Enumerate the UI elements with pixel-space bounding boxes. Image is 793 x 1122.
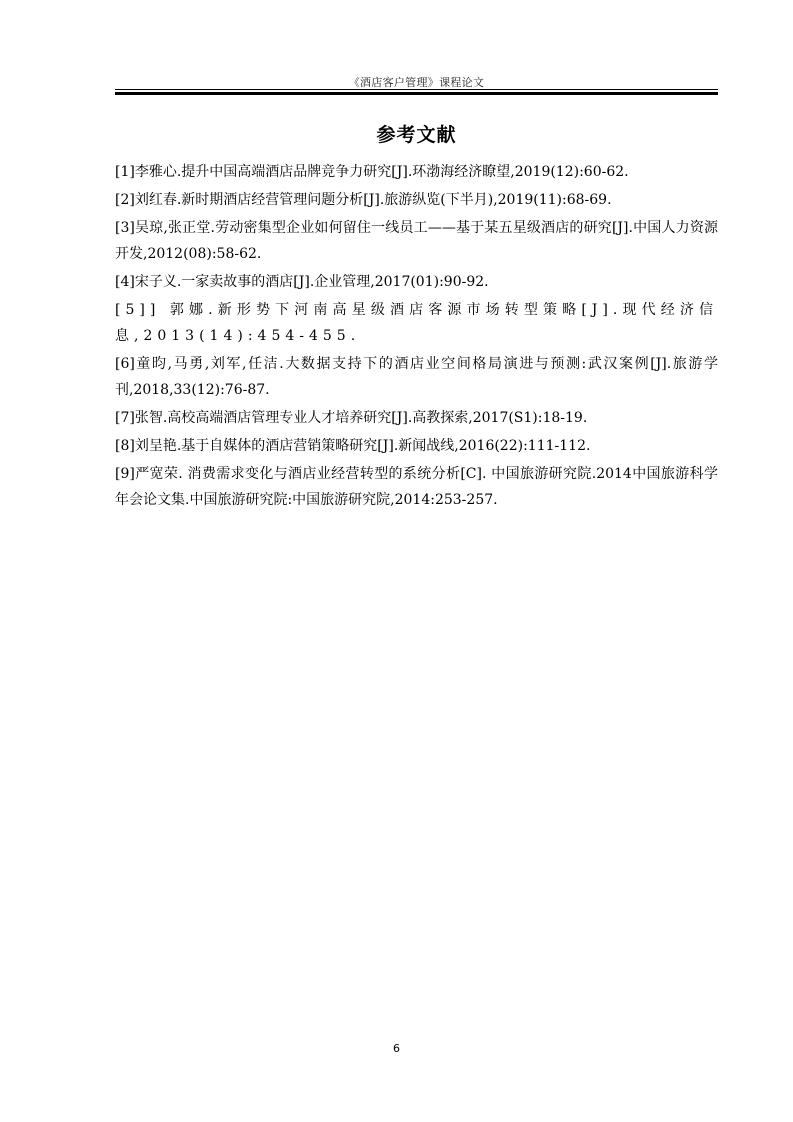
header-rule-thin (115, 89, 718, 90)
reference-item-8: [8]刘呈艳.基于自媒体的酒店营销策略研究[J].新闻战线,2016(22):111-112. (115, 438, 591, 454)
reference-item-6: [6]童昀,马勇,刘军,任洁.大数据支持下的酒店业空间格局演进与预测:武汉案例[J].旅游学刊,2018,33(12):76-87. (115, 356, 718, 398)
reference-item-1: [1]李雅心.提升中国高端酒店品牌竞争力研究[J].环渤海经济瞭望,2019(12):60-62. (115, 164, 629, 180)
page-number: 6 (393, 1042, 400, 1055)
reference-item-3: [3]吴琼,张正堂.劳动密集型企业如何留住一线员工——基于某五星级酒店的研究[J].中国人力资源开发,2012(08):58-62. (115, 220, 718, 262)
reference-item-2: [2]刘红春.新时期酒店经营管理问题分析[J].旅游纵览(下半月),2019(11):68-69. (115, 192, 612, 208)
reference-list (115, 159, 718, 515)
reference-item-5: [5]] 郭娜.新形势下河南高星级酒店客源市场转型策略[J].现代经济信息,2013(14):454-455. (115, 302, 718, 344)
reference-item-4: [4]宋子义.一家卖故事的酒店[J].企业管理,2017(01):90-92. (115, 274, 489, 290)
header-rule-thick (115, 92, 718, 95)
reference-item-7: [7]张智.高校高端酒店管理专业人才培养研究[J].高教探索,2017(S1):18-19. (115, 410, 588, 426)
section-title: 参考文献 (376, 124, 457, 146)
running-header: 《酒店客户管理》课程论文 (348, 76, 485, 89)
reference-item-9: [9]严宽荣. 消费需求变化与酒店业经营转型的系统分析[C]. 中国旅游研究院.2014中国旅游科学年会论文集.中国旅游研究院:中国旅游研究院,2014:253-257. (115, 466, 718, 508)
